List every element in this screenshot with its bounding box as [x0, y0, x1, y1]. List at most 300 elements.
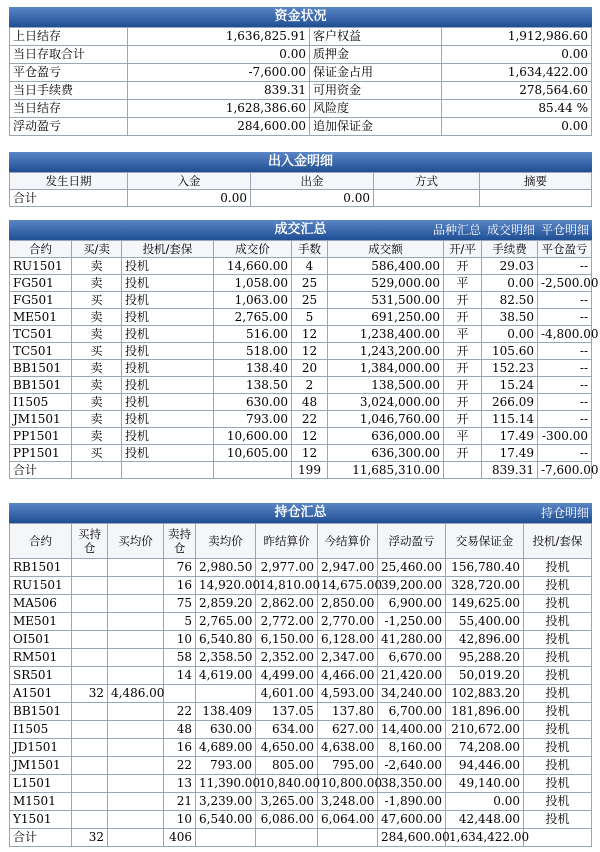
holdings-col-header: 昨结算价	[256, 524, 318, 559]
holdings-cell: 2,765.00	[196, 613, 256, 631]
holdings-total-cell: 284,600.00	[378, 829, 446, 847]
holdings-row	[10, 577, 592, 595]
holdings-cell: 4,601.00	[256, 685, 318, 703]
trade-cell: JM1501	[10, 411, 72, 428]
holdings-cell: 投机	[524, 757, 592, 775]
holdings-cell	[72, 649, 108, 667]
trade-col-header: 成交价	[214, 241, 292, 258]
trade-cell: 1,058.00	[214, 275, 292, 292]
holdings-total-cell: 406	[164, 829, 196, 847]
fund-row	[10, 82, 592, 100]
fund-value: 278,564.60	[442, 82, 592, 100]
fund-value: 1,628,386.60	[128, 100, 310, 118]
trade-cell: 0.00	[482, 326, 538, 343]
trade-link[interactable]: 成交明细	[486, 223, 535, 237]
trade-cell: BB1501	[10, 360, 72, 377]
holdings-cell: 41,280.00	[378, 631, 446, 649]
trade-cell: 4	[292, 258, 328, 275]
trade-cell: --	[538, 309, 592, 326]
trade-col-header: 平仓盈亏	[538, 241, 592, 258]
holdings-cell: 14,810.00	[256, 577, 318, 595]
trade-cell: --	[538, 394, 592, 411]
trade-cell: 投机	[122, 326, 214, 343]
cash-flow-title: 出入金明细	[9, 152, 592, 172]
fund-label: 追加保证金	[310, 118, 442, 136]
trade-cell: --	[538, 292, 592, 309]
holdings-cell: 投机	[524, 685, 592, 703]
trade-cell: 卖	[72, 360, 122, 377]
trade-total-cell: -7,600.00	[538, 462, 592, 479]
holdings-total-cell	[256, 829, 318, 847]
holdings-cell: 2,980.50	[196, 559, 256, 577]
cash-col-header: 入金	[128, 173, 251, 190]
holdings-section	[9, 503, 592, 847]
fund-value: 839.31	[128, 82, 310, 100]
holdings-cell: 16	[164, 577, 196, 595]
trade-links	[427, 220, 589, 240]
trade-cell: --	[538, 343, 592, 360]
holdings-cell: 0.00	[446, 793, 524, 811]
holdings-cell	[108, 559, 164, 577]
holdings-cell: 投机	[524, 667, 592, 685]
holdings-cell: JD1501	[10, 739, 72, 757]
trade-cell: PP1501	[10, 445, 72, 462]
trade-cell: 投机	[122, 275, 214, 292]
holdings-cell: 14,400.00	[378, 721, 446, 739]
fund-label: 上日结存	[10, 28, 128, 46]
holdings-col-header: 买持仓	[72, 524, 108, 559]
trade-summary-title: 成交汇总 品种汇总 成交明细 平仓明细	[9, 220, 592, 240]
trade-cell: 1,243,200.00	[328, 343, 444, 360]
holdings-cell: BB1501	[10, 703, 72, 721]
trade-cell: 卖	[72, 411, 122, 428]
holdings-cell: 2,352.00	[256, 649, 318, 667]
trade-cell: --	[538, 360, 592, 377]
holdings-total-cell	[108, 829, 164, 847]
fund-label: 平仓盈亏	[10, 64, 128, 82]
holdings-cell	[72, 703, 108, 721]
holdings-cell	[72, 721, 108, 739]
trade-cell: 152.23	[482, 360, 538, 377]
holdings-link[interactable]: 持仓明细	[540, 506, 589, 520]
fund-label: 浮动盈亏	[10, 118, 128, 136]
holdings-cell: 6,700.00	[378, 703, 446, 721]
fund-value: 0.00	[128, 46, 310, 64]
trade-cell: BB1501	[10, 377, 72, 394]
holdings-cell	[72, 793, 108, 811]
holdings-cell: 投机	[524, 811, 592, 829]
holdings-cell	[108, 649, 164, 667]
trade-cell: 529,000.00	[328, 275, 444, 292]
holdings-cell: 6,670.00	[378, 649, 446, 667]
holdings-cell: 328,720.00	[446, 577, 524, 595]
fund-label: 保证金占用	[310, 64, 442, 82]
trade-cell: 586,400.00	[328, 258, 444, 275]
holdings-cell	[108, 721, 164, 739]
holdings-cell: 10	[164, 631, 196, 649]
fund-label: 当日手续费	[10, 82, 128, 100]
holdings-total-row	[10, 829, 592, 847]
trade-cell: 开	[444, 292, 482, 309]
holdings-cell: 8,160.00	[378, 739, 446, 757]
holdings-cell: 投机	[524, 703, 592, 721]
holdings-cell	[72, 613, 108, 631]
holdings-cell	[196, 685, 256, 703]
trade-cell: 38.50	[482, 309, 538, 326]
trade-cell: 开	[444, 360, 482, 377]
holdings-cell: 4,486.00	[108, 685, 164, 703]
holdings-cell: 11,390.00	[196, 775, 256, 793]
fund-row	[10, 28, 592, 46]
holdings-cell	[108, 775, 164, 793]
holdings-cell	[108, 595, 164, 613]
fund-row	[10, 46, 592, 64]
holdings-cell	[108, 793, 164, 811]
holdings-cell: 4,638.00	[318, 739, 378, 757]
trade-row	[10, 411, 592, 428]
holdings-cell: 投机	[524, 631, 592, 649]
holdings-cell: 76	[164, 559, 196, 577]
trade-cell: 卖	[72, 275, 122, 292]
fund-row	[10, 64, 592, 82]
fund-value: 0.00	[442, 46, 592, 64]
cash-col-header: 方式	[374, 173, 480, 190]
trade-cell: TC501	[10, 343, 72, 360]
holdings-total-cell	[524, 829, 592, 847]
trade-cell: 开	[444, 411, 482, 428]
holdings-cell: 795.00	[318, 757, 378, 775]
trade-cell: 投机	[122, 343, 214, 360]
trade-cell: 平	[444, 326, 482, 343]
holdings-cell	[108, 703, 164, 721]
holdings-cell	[72, 595, 108, 613]
trade-cell: 平	[444, 275, 482, 292]
trade-cell: 105.60	[482, 343, 538, 360]
holdings-col-header: 卖均价	[196, 524, 256, 559]
trade-cell: I1505	[10, 394, 72, 411]
holdings-cell: A1501	[10, 685, 72, 703]
holdings-cell: 805.00	[256, 757, 318, 775]
holdings-cell	[108, 757, 164, 775]
holdings-cell: 137.80	[318, 703, 378, 721]
holdings-cell: 14	[164, 667, 196, 685]
trade-cell: 138.50	[214, 377, 292, 394]
holdings-col-header: 合约	[10, 524, 72, 559]
trade-cell: 14,660.00	[214, 258, 292, 275]
trade-cell: 卖	[72, 326, 122, 343]
holdings-cell	[72, 811, 108, 829]
trade-cell: 投机	[122, 394, 214, 411]
trade-cell: 买	[72, 343, 122, 360]
fund-value: 284,600.00	[128, 118, 310, 136]
holdings-cell: 42,448.00	[446, 811, 524, 829]
fund-value: -7,600.00	[128, 64, 310, 82]
trade-summary-table	[9, 240, 599, 479]
cash-total-cell: 0.00	[251, 190, 374, 207]
holdings-cell: 95,288.20	[446, 649, 524, 667]
fund-label: 当日结存	[10, 100, 128, 118]
holdings-cell: 32	[72, 685, 108, 703]
holdings-cell: 投机	[524, 559, 592, 577]
holdings-cell: 25,460.00	[378, 559, 446, 577]
holdings-cell: 16	[164, 739, 196, 757]
holdings-cell: 6,150.00	[256, 631, 318, 649]
holdings-cell	[108, 667, 164, 685]
trade-cell: 开	[444, 343, 482, 360]
fund-label: 客户权益	[310, 28, 442, 46]
holdings-cell: MA506	[10, 595, 72, 613]
holdings-cell: 137.05	[256, 703, 318, 721]
trade-cell: 投机	[122, 258, 214, 275]
holdings-cell	[72, 757, 108, 775]
fund-label: 当日存取合计	[10, 46, 128, 64]
trade-cell: ME501	[10, 309, 72, 326]
holdings-cell: 3,265.00	[256, 793, 318, 811]
trade-cell: 1,063.00	[214, 292, 292, 309]
trade-cell: 投机	[122, 360, 214, 377]
holdings-row	[10, 793, 592, 811]
trade-cell: 12	[292, 445, 328, 462]
trade-col-header: 买/卖	[72, 241, 122, 258]
trade-cell: 20	[292, 360, 328, 377]
trade-cell: 卖	[72, 377, 122, 394]
trade-cell: 531,500.00	[328, 292, 444, 309]
fund-value: 1,912,986.60	[442, 28, 592, 46]
holdings-cell: -1,250.00	[378, 613, 446, 631]
trade-cell: FG501	[10, 275, 72, 292]
trade-cell: 2	[292, 377, 328, 394]
holdings-cell: 47,600.00	[378, 811, 446, 829]
cash-flow-table	[9, 172, 592, 207]
holdings-cell: JM1501	[10, 757, 72, 775]
trade-col-header: 手续费	[482, 241, 538, 258]
holdings-cell: 10	[164, 811, 196, 829]
holdings-cell: 42,896.00	[446, 631, 524, 649]
trade-cell: -300.00	[538, 428, 592, 445]
trade-cell: PP1501	[10, 428, 72, 445]
cash-total-cell: 合计	[10, 190, 128, 207]
holdings-cell: 48	[164, 721, 196, 739]
holdings-cell: 634.00	[256, 721, 318, 739]
holdings-cell: 38,350.00	[378, 775, 446, 793]
holdings-cell: 10,840.00	[256, 775, 318, 793]
trade-link[interactable]: 品种汇总	[432, 223, 481, 237]
holdings-cell: 2,977.00	[256, 559, 318, 577]
holdings-cell: M1501	[10, 793, 72, 811]
trade-cell: --	[538, 258, 592, 275]
trade-cell: 卖	[72, 258, 122, 275]
trade-row	[10, 343, 592, 360]
trade-col-header: 合约	[10, 241, 72, 258]
trade-cell: 48	[292, 394, 328, 411]
holdings-cell	[108, 577, 164, 595]
trade-col-header: 成交额	[328, 241, 444, 258]
trade-total-cell	[444, 462, 482, 479]
holdings-cell: 2,859.20	[196, 595, 256, 613]
trade-link[interactable]: 平仓明细	[540, 223, 589, 237]
holdings-cell: L1501	[10, 775, 72, 793]
trade-cell: 开	[444, 394, 482, 411]
cash-total-cell	[374, 190, 480, 207]
trade-cell: 投机	[122, 377, 214, 394]
holdings-cell: 49,140.00	[446, 775, 524, 793]
holdings-cell: 4,619.00	[196, 667, 256, 685]
fund-status-table	[9, 27, 592, 136]
fund-label: 风险度	[310, 100, 442, 118]
trade-cell: 1,384,000.00	[328, 360, 444, 377]
trade-cell: 138.40	[214, 360, 292, 377]
trade-cell: 12	[292, 428, 328, 445]
holdings-cell: 投机	[524, 649, 592, 667]
trade-row	[10, 258, 592, 275]
holdings-cell: RB1501	[10, 559, 72, 577]
holdings-cell: 2,347.00	[318, 649, 378, 667]
holdings-cell: 14,675.00	[318, 577, 378, 595]
holdings-cell: 627.00	[318, 721, 378, 739]
trade-cell: 15.24	[482, 377, 538, 394]
holdings-links	[535, 503, 589, 523]
trade-cell: 793.00	[214, 411, 292, 428]
trade-total-row	[10, 462, 592, 479]
holdings-cell	[72, 577, 108, 595]
holdings-col-header: 买均价	[108, 524, 164, 559]
holdings-cell: 149,625.00	[446, 595, 524, 613]
trade-cell: 636,000.00	[328, 428, 444, 445]
holdings-row	[10, 631, 592, 649]
trade-cell: RU1501	[10, 258, 72, 275]
holdings-cell: 2,862.00	[256, 595, 318, 613]
trade-cell: 25	[292, 275, 328, 292]
holdings-cell	[72, 775, 108, 793]
holdings-row	[10, 667, 592, 685]
trade-row	[10, 428, 592, 445]
trade-row	[10, 309, 592, 326]
holdings-cell: 投机	[524, 721, 592, 739]
holdings-cell: 2,850.00	[318, 595, 378, 613]
holdings-col-header: 今结算价	[318, 524, 378, 559]
holdings-cell: 39,200.00	[378, 577, 446, 595]
trade-cell: 1,046,760.00	[328, 411, 444, 428]
trade-total-cell: 839.31	[482, 462, 538, 479]
fund-value: 0.00	[442, 118, 592, 136]
fund-status-title: 资金状况	[9, 7, 592, 27]
holdings-cell: 4,499.00	[256, 667, 318, 685]
trade-cell: 开	[444, 258, 482, 275]
holdings-cell: 21	[164, 793, 196, 811]
trade-cell: 630.00	[214, 394, 292, 411]
holdings-cell: 6,900.00	[378, 595, 446, 613]
trade-col-header: 投机/套保	[122, 241, 214, 258]
holdings-cell: 投机	[524, 613, 592, 631]
holdings-row	[10, 703, 592, 721]
trade-cell: 2,765.00	[214, 309, 292, 326]
trade-cell: --	[538, 377, 592, 394]
holdings-cell: 4,650.00	[256, 739, 318, 757]
holdings-cell: 50,019.20	[446, 667, 524, 685]
holdings-cell: 14,920.00	[196, 577, 256, 595]
trade-row	[10, 326, 592, 343]
trade-cell: 买	[72, 445, 122, 462]
trade-cell: 平	[444, 428, 482, 445]
trade-cell: 266.09	[482, 394, 538, 411]
holdings-cell: 投机	[524, 595, 592, 613]
trade-cell: 82.50	[482, 292, 538, 309]
holdings-cell: 13	[164, 775, 196, 793]
trade-cell: 138,500.00	[328, 377, 444, 394]
holdings-cell: 6,064.00	[318, 811, 378, 829]
trade-row	[10, 445, 592, 462]
trade-cell: 22	[292, 411, 328, 428]
trade-total-cell	[122, 462, 214, 479]
holdings-cell: 138.409	[196, 703, 256, 721]
trade-cell: 投机	[122, 445, 214, 462]
trade-cell: 0.00	[482, 275, 538, 292]
holdings-cell: 6,128.00	[318, 631, 378, 649]
trade-summary-section	[9, 220, 599, 479]
holdings-row	[10, 721, 592, 739]
holdings-row	[10, 739, 592, 757]
holdings-row	[10, 595, 592, 613]
holdings-cell: Y1501	[10, 811, 72, 829]
trade-cell: 12	[292, 326, 328, 343]
trade-cell: 10,605.00	[214, 445, 292, 462]
fund-value: 1,636,825.91	[128, 28, 310, 46]
trade-cell: 1,238,400.00	[328, 326, 444, 343]
cash-total-row	[10, 190, 592, 207]
holdings-cell: 4,466.00	[318, 667, 378, 685]
trade-cell: TC501	[10, 326, 72, 343]
holdings-cell: I1505	[10, 721, 72, 739]
fund-label: 可用资金	[310, 82, 442, 100]
holdings-cell: 21,420.00	[378, 667, 446, 685]
holdings-total-cell: 1,634,422.00	[446, 829, 524, 847]
holdings-row	[10, 685, 592, 703]
trade-cell: 卖	[72, 394, 122, 411]
cash-col-header: 出金	[251, 173, 374, 190]
holdings-col-header: 浮动盈亏	[378, 524, 446, 559]
holdings-cell: 3,248.00	[318, 793, 378, 811]
holdings-cell: 181,896.00	[446, 703, 524, 721]
trade-total-cell	[214, 462, 292, 479]
holdings-cell: 2,947.00	[318, 559, 378, 577]
holdings-cell: 投机	[524, 577, 592, 595]
holdings-cell: 5	[164, 613, 196, 631]
holdings-cell	[72, 739, 108, 757]
holdings-col-header: 投机/套保	[524, 524, 592, 559]
cash-col-header: 发生日期	[10, 173, 128, 190]
holdings-cell: 22	[164, 757, 196, 775]
holdings-cell: 210,672.00	[446, 721, 524, 739]
holdings-cell: 投机	[524, 775, 592, 793]
holdings-row	[10, 613, 592, 631]
holdings-cell: 2,772.00	[256, 613, 318, 631]
holdings-cell	[108, 739, 164, 757]
fund-value: 85.44 %	[442, 100, 592, 118]
holdings-cell: 793.00	[196, 757, 256, 775]
holdings-cell: 58	[164, 649, 196, 667]
trade-cell: FG501	[10, 292, 72, 309]
trade-cell: 115.14	[482, 411, 538, 428]
holdings-cell: 4,593.00	[318, 685, 378, 703]
trade-col-header: 开/平	[444, 241, 482, 258]
trade-cell: 17.49	[482, 445, 538, 462]
holdings-cell: 22	[164, 703, 196, 721]
holdings-cell: 6,540.00	[196, 811, 256, 829]
trade-row	[10, 394, 592, 411]
trade-cell: 投机	[122, 411, 214, 428]
trade-total-cell: 合计	[10, 462, 72, 479]
holdings-cell: OI501	[10, 631, 72, 649]
